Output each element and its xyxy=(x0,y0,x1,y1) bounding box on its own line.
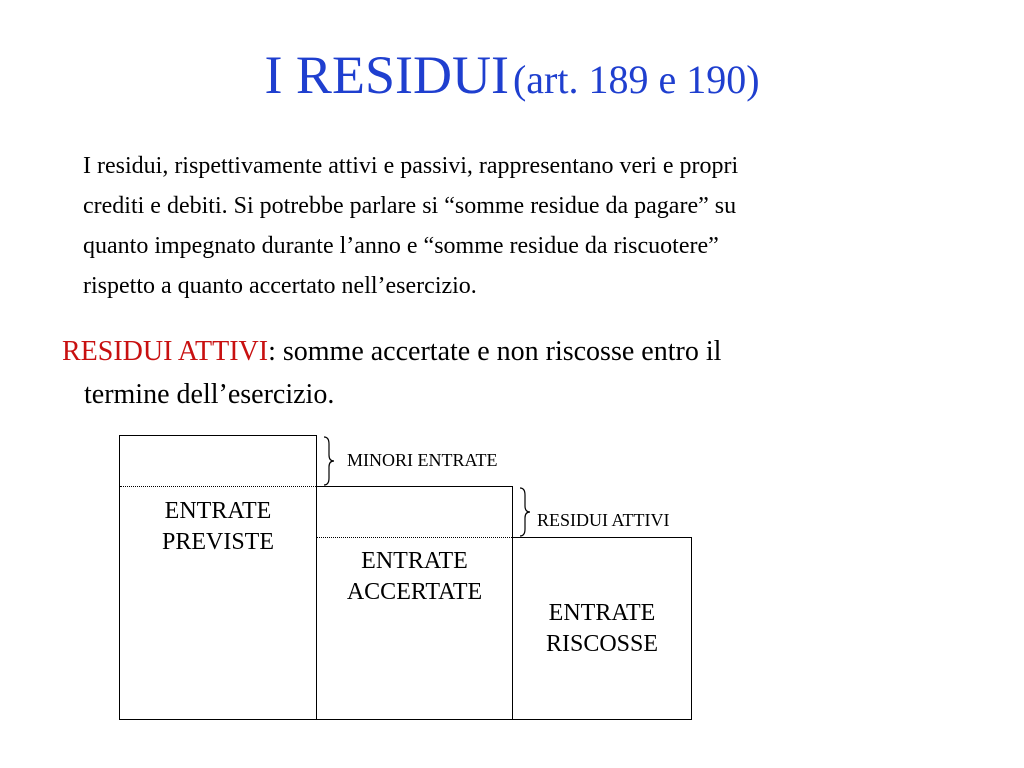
label-line: ENTRATE xyxy=(361,548,468,574)
label-entrate-riscosse xyxy=(513,598,691,660)
definition-text: : somme accertate e non riscosse entro il xyxy=(268,336,722,367)
intro-line: rispetto a quanto accertato nell’esercizio. xyxy=(83,273,477,299)
label-line: RISCOSSE xyxy=(545,631,659,657)
label-line: ACCERTATE xyxy=(346,579,483,605)
definition-term: RESIDUI ATTIVI xyxy=(62,336,269,367)
box-entrate-previste xyxy=(119,435,317,720)
label-entrate-accertate xyxy=(317,546,512,608)
definition-text-continued: termine dell’esercizio. xyxy=(84,379,335,410)
intro-line: crediti e debiti. Si potrebbe parlare si “somme residue da pagare” su xyxy=(83,193,737,219)
brace-minori-entrate xyxy=(322,436,338,486)
label-line: ENTRATE xyxy=(548,600,656,626)
label-line: PREVISTE xyxy=(161,529,274,555)
intro-line: quanto impegnato durante l’anno e “somme residue da riscuotere” xyxy=(83,233,719,259)
annotation-minori-entrate: MINORI ENTRATE xyxy=(347,450,498,470)
title-subtitle: (art. 189 e 190) xyxy=(512,57,760,102)
label-entrate-previste xyxy=(120,496,316,558)
dotted-divider-previste xyxy=(120,486,316,487)
dotted-divider-accertate xyxy=(317,537,512,538)
annotation-residui-attivi: RESIDUI ATTIVI xyxy=(537,510,670,530)
label-line: ENTRATE xyxy=(164,498,272,524)
brace-residui-attivi xyxy=(518,487,534,537)
intro-line: I residui, rispettivamente attivi e passivi, rappresentano veri e propri xyxy=(83,153,739,179)
title-main: I RESIDUI xyxy=(264,45,509,105)
